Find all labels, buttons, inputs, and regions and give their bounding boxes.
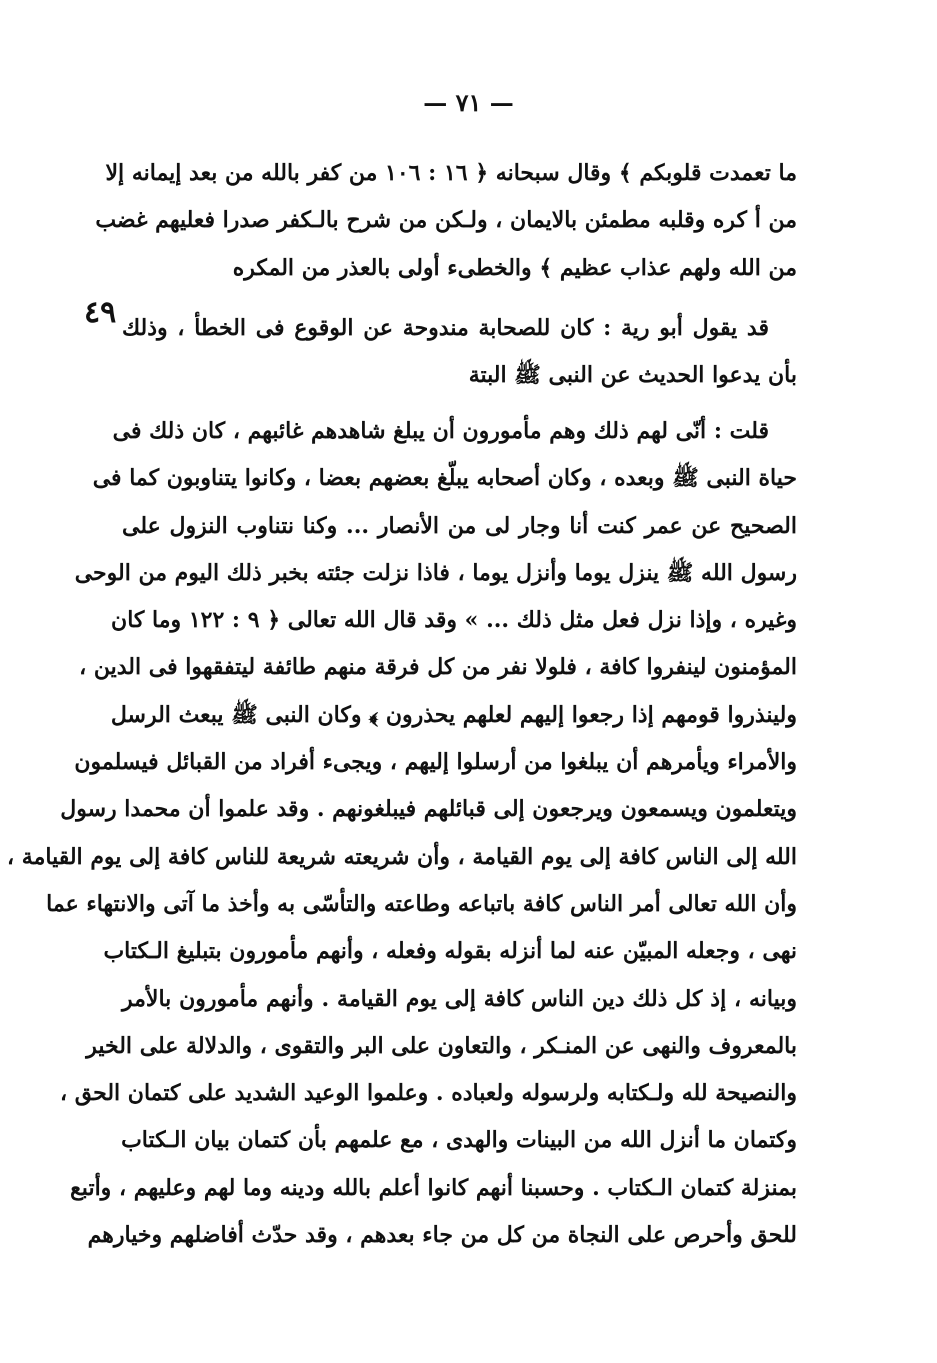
paragraph-1 bbox=[95, 150, 797, 292]
text-line: من الله ولهم عذاب عظيم ﴾ والخطىء أولى بالعذر من المكره bbox=[232, 254, 797, 281]
text-line: وأن الله تعالى أمر الناس كافة باتباعه وطاعته والتأسّى به وأخذ ما آتى والانتهاء عما bbox=[46, 890, 797, 917]
margin-note: ٤٩ bbox=[84, 295, 117, 330]
text-line: والأمراء ويأمرهم أن يبلغوا من أرسلوا إليهم ، ويجىء أفراد من القبائل فيسلمون bbox=[74, 749, 797, 776]
text-line: قلت : أنّى لهم ذلك وهم مأمورون أن يبلغ شاهدهم غائبهم ، كان ذلك فى bbox=[112, 418, 769, 444]
text-line: الصحيح عن عمر كنت أنا وجار لى من الأنصار ... وكنا نتناوب النزول على bbox=[122, 512, 797, 539]
page-number: — ٧١ — bbox=[423, 88, 514, 117]
text-line: للحق وأحرص على النجاة من كل من جاء بعدهم ، وقد حدّث أفاضلهم وخيارهم bbox=[87, 1222, 797, 1249]
text-line: نهى ، وجعله المبيّن عنه لما أنزله بقوله وفعله ، وأنهم مأمورون بتبليغ الـكتاب bbox=[103, 938, 797, 965]
paragraph-2 bbox=[122, 305, 797, 400]
text-line: رسول الله ﷺ ينزل يوما وأنزل يوما ، فاذا نزلت جئته بخبر ذلك اليوم من الوحى bbox=[74, 559, 797, 586]
text-line: وبيانه ، إذ كل ذلك دين الناس كافة إلى يوم القيامة . وأنهم مأمورون بالأمر bbox=[122, 985, 797, 1012]
text-line: بأن يدعوا الحديث عن النبى ﷺ البتة bbox=[468, 362, 797, 389]
text-line: وكتمان ما أنزل الله من البينات والهدى ، مع علمهم بأن كتمان بيان الـكتاب bbox=[121, 1127, 797, 1154]
paragraph-3 bbox=[7, 408, 797, 1259]
text-line: من أ كره وقلبه مطمئن بالايمان ، ولـكن من شرح بالـكفر صدرا فعليهم غضب bbox=[95, 207, 797, 234]
text-line: المؤمنون لينفروا كافة ، فلولا نفر من كل فرقة منهم طائفة ليتفقهوا فى الدين ، bbox=[79, 654, 797, 681]
text-line: ولينذروا قومهم إذا رجعوا إليهم لعلهم يحذرون ﴾ وكان النبى ﷺ يبعث الرسل bbox=[110, 701, 797, 728]
text-line: ما تعمدت قلوبكم ﴾ وقال سبحانه ﴿ ١٦ : ١٠٦ من كفر بالله من بعد إيمانه إلا bbox=[105, 160, 797, 186]
text-line: ويتعلمون ويسمعون ويرجعون إلى قبائلهم فيبلغونهم . وقد علموا أن محمدا رسول bbox=[60, 796, 797, 823]
text-line: حياة النبى ﷺ وبعده ، وكان أصحابه يبلّغ بعضهم بعضا ، وكانوا يتناوبون كما فى bbox=[92, 465, 797, 492]
text-line: قد يقول أبو رية : كان للصحابة مندوحة عن الوقوع فى الخطأ ، وذلك bbox=[122, 315, 769, 341]
text-line: وغيره ، وإذا نزل فعل مثل ذلك ... » وقد قال الله تعالى ﴿ ٩ : ١٢٢ وما كان bbox=[111, 607, 797, 634]
text-line: والنصيحة لله ولـكتابه ولرسوله ولعباده . وعلموا الوعيد الشديد على كتمان الحق ، bbox=[60, 1080, 797, 1107]
text-line: بمنزلة كتمان الـكتاب . وحسبنا أنهم كانوا أعلم بالله ودينه وما لهم وعليهم ، وأتبع bbox=[70, 1174, 797, 1201]
text-line: الله إلى الناس كافة إلى يوم القيامة ، وأن شريعته شريعة للناس كافة إلى يوم القيامة ، bbox=[7, 843, 797, 870]
text-line: بالمعروف والنهى عن المنـكر ، والتعاون على البر والتقوى ، والدلالة على الخير bbox=[86, 1032, 797, 1059]
